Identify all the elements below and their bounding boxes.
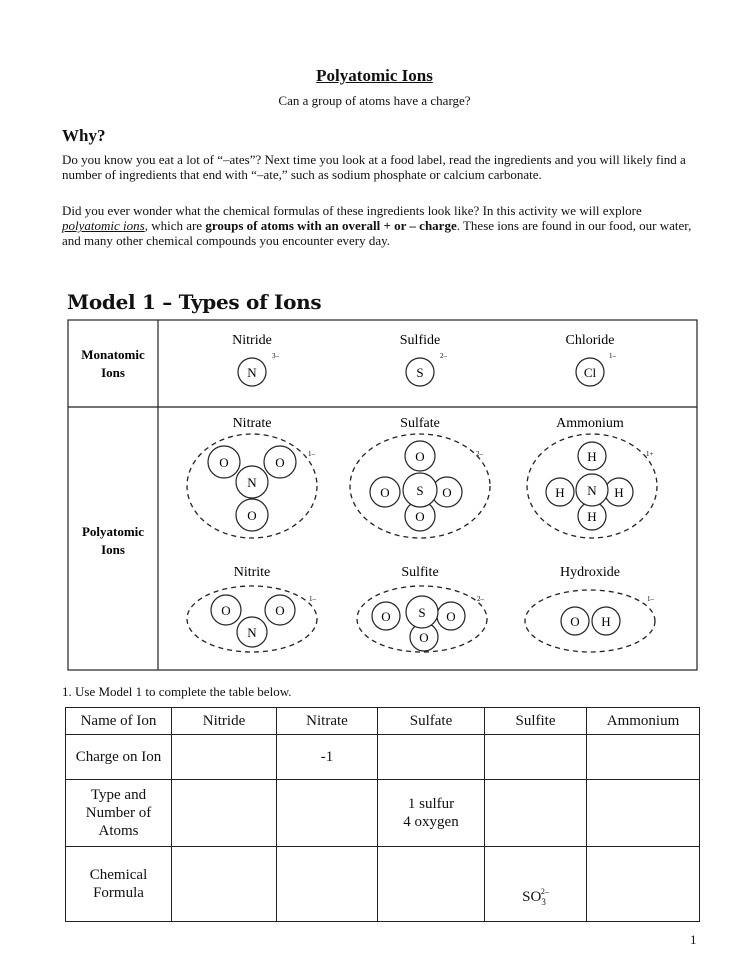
svg-text:H: H (601, 614, 611, 629)
cell-nitrate-atoms[interactable] (277, 780, 378, 847)
table-row-charge (66, 735, 700, 780)
sulfide-charge: 2– (440, 352, 447, 360)
sulfate-ion (350, 416, 490, 538)
sulfate-name: Sulfate (400, 416, 440, 431)
cell-sulfate-atoms[interactable]: 1 sulfur 4 oxygen (378, 780, 485, 847)
page-number: 1 (690, 932, 697, 947)
svg-text:O: O (219, 455, 229, 470)
ammonium-name: Ammonium (556, 416, 624, 431)
hydroxide-ion (525, 565, 655, 652)
hydroxide-charge: 1– (647, 595, 654, 603)
row-label-polyatomic-ions: Ions (101, 542, 125, 557)
ammonium-ion (527, 416, 657, 538)
nitrate-ion (187, 416, 317, 538)
svg-text:S: S (416, 483, 424, 498)
nitride-ion (232, 333, 279, 386)
cell-ammonium-formula[interactable] (587, 847, 700, 922)
table-header-cell: Nitrate (277, 708, 378, 735)
cell-nitrate-formula[interactable] (277, 847, 378, 922)
svg-text:O: O (275, 603, 285, 618)
row-label-atoms: Type and Number of Atoms (66, 780, 172, 847)
why-heading: Why? (62, 126, 106, 145)
cell-sulfate-formula[interactable] (378, 847, 485, 922)
svg-text:N: N (247, 625, 257, 640)
sulfide-atom: S (416, 365, 424, 380)
sulfite-ion (357, 565, 487, 652)
sulfite-charge: 2– (477, 595, 484, 603)
cell-nitride-formula[interactable] (172, 847, 277, 922)
page-title: Polyatomic Ions (316, 66, 433, 85)
cell-nitrate-charge[interactable]: -1 (277, 735, 378, 780)
cell-ammonium-charge[interactable] (587, 735, 700, 780)
cell-nitride-atoms[interactable] (172, 780, 277, 847)
model-title: Model 1 – Types of Ions (67, 290, 322, 314)
nitrate-charge: 1– (308, 450, 315, 458)
table-header-cell: Nitride (172, 708, 277, 735)
nitrate-name: Nitrate (232, 416, 272, 431)
nitrite-name: Nitrite (233, 565, 271, 580)
table-header-row (66, 708, 700, 735)
nitride-atom: N (247, 365, 257, 380)
table-row-atoms (66, 780, 700, 847)
cell-nitride-charge[interactable] (172, 735, 277, 780)
svg-text:O: O (380, 485, 390, 500)
svg-text:O: O (446, 609, 456, 624)
svg-text:O: O (275, 455, 285, 470)
chloride-name: Chloride (565, 333, 615, 348)
svg-text:H: H (614, 485, 624, 500)
sulfate-charge: 2– (476, 450, 483, 458)
svg-text:H: H (587, 449, 597, 464)
nitrite-charge: 1– (309, 595, 316, 603)
svg-text:S: S (418, 605, 426, 620)
question-1: 1. Use Model 1 to complete the table below. (62, 684, 292, 699)
svg-text:O: O (247, 508, 257, 523)
row-label-formula: Chemical Formula (66, 847, 172, 922)
nitrite-ion (187, 565, 317, 652)
cell-sulfite-formula[interactable]: $SO_3^{2-}$ (485, 847, 587, 922)
cell-ammonium-atoms[interactable] (587, 780, 700, 847)
chloride-ion (566, 333, 617, 386)
table-header-cell: Sulfite (485, 708, 587, 735)
nitride-charge: 3– (272, 352, 279, 360)
svg-text:N: N (587, 483, 597, 498)
svg-text:O: O (381, 609, 391, 624)
svg-text:O: O (415, 449, 425, 464)
table-header-cell: Ammonium (587, 708, 700, 735)
nitride-name: Nitride (232, 333, 272, 348)
row-label-charge: Charge on Ion (66, 735, 172, 780)
why-paragraph-1: Do you know you eat a lot of “–ates”? Next time you look at a food label, read the ingredients and you will likely find a number of ingredients that end with “–ate,” such as sodium phosphate or calcium carbonate. (62, 152, 686, 182)
why-paragraph-2: Did you ever wonder what the chemical formulas of these ingredients look like? In this activity we will explore polyatomic ions, which are groups of atoms with an overall + or – charge. These ions are found in our food, our water, and many other chemical compounds you encounter every day. (62, 203, 692, 248)
hydroxide-name: Hydroxide (560, 565, 620, 580)
sulfide-name: Sulfide (399, 333, 441, 348)
row-label-monatomic-ions: Ions (101, 365, 125, 380)
page-subtitle: Can a group of atoms have a charge? (278, 93, 471, 108)
svg-text:O: O (442, 485, 452, 500)
row-label-polyatomic: Polyatomic (81, 524, 145, 539)
table-header-cell: Name of Ion (66, 708, 172, 735)
table-header-cell: Sulfate (378, 708, 485, 735)
svg-text:N: N (247, 475, 257, 490)
polyatomic-ions-term: polyatomic ions (62, 218, 145, 233)
svg-text:H: H (587, 509, 597, 524)
svg-text:O: O (221, 603, 231, 618)
svg-text:O: O (570, 614, 580, 629)
table-row-formula (66, 847, 700, 922)
sulfite-name: Sulfite (401, 565, 439, 580)
svg-text:O: O (419, 630, 429, 645)
cell-sulfate-charge[interactable] (378, 735, 485, 780)
sulfide-ion (400, 333, 448, 386)
ammonium-charge: 1+ (646, 450, 654, 458)
svg-text:O: O (415, 509, 425, 524)
cell-sulfite-atoms[interactable] (485, 780, 587, 847)
ion-table (65, 707, 700, 922)
chloride-charge: 1– (609, 352, 616, 360)
svg-text:H: H (555, 485, 565, 500)
chloride-atom: Cl (583, 365, 597, 380)
row-label-monatomic: Monatomic (81, 347, 145, 362)
cell-sulfite-charge[interactable] (485, 735, 587, 780)
